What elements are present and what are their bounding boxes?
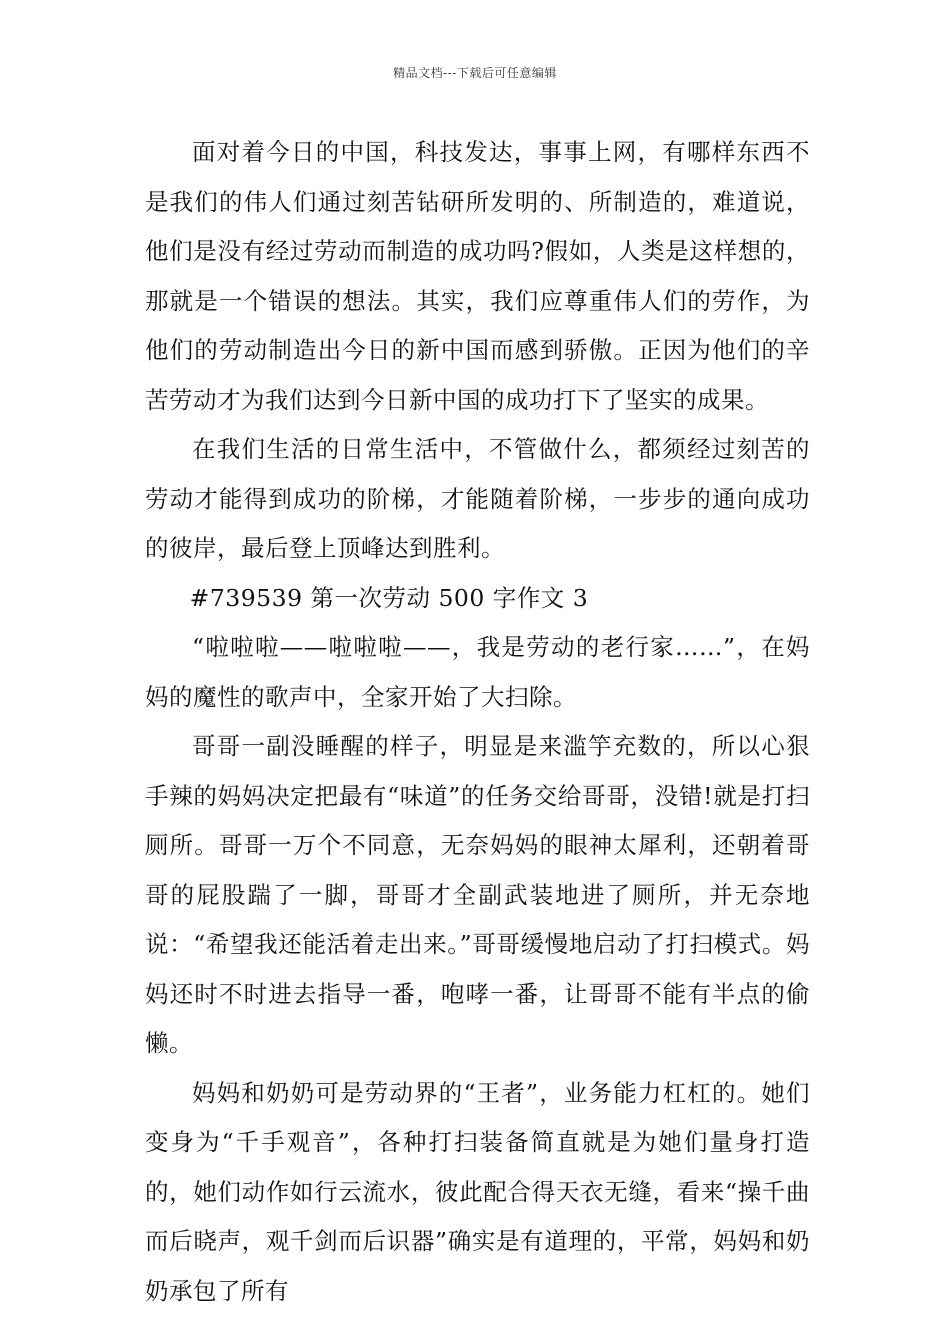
paragraph-5: 妈妈和奶奶可是劳动界的“王者”，业务能力杠杠的。她们变身为“千手观音”，各种打扫装备简直就是为她们量身打造的，她们动作如行云流水，彼此配合得天衣无缝，看来“操千曲而后晓声，观千剑而后识器”确实是有道理的，平常，妈妈和奶奶承包了所有 <box>145 1078 810 1305</box>
paragraph-3: “啦啦啦——啦啦啦——，我是劳动的老行家……”，在妈妈的魔性的歌声中，全家开始了大扫除。 <box>145 633 810 711</box>
document-body <box>145 128 810 1316</box>
section-heading: #739539 第一次劳动 500 字作文 3 <box>189 583 589 612</box>
paragraph-4: 哥哥一副没睡醒的样子，明显是来滥竽充数的，所以心狠手辣的妈妈决定把最有“味道”的任务交给哥哥，没错!就是打扫厕所。哥哥一万个不同意，无奈妈妈的眼神太犀利，还朝着哥哥的屁股踹了一脚，哥哥才全副武装地进了厕所，并无奈地说：“希望我还能活着走出来。”哥哥缓慢地启动了打扫模式。妈妈还时不时进去指导一番，咆哮一番，让哥哥不能有半点的偷懒。 <box>145 732 810 1057</box>
paragraph-1: 面对着今日的中国，科技发达，事事上网，有哪样东西不是我们的伟人们通过刻苦钻研所发明的、所制造的，难道说，他们是没有经过劳动而制造的成功吗?假如，人类是这样想的，那就是一个错误的想法。其实，我们应尊重伟人们的劳作，为他们的劳动制造出今日的新中国而感到骄傲。正因为他们的辛苦劳动才为我们达到今日新中国的成功打下了坚实的成果。 <box>145 138 810 414</box>
page-header: 精品文档---下载后可任意编辑 <box>393 66 557 80</box>
paragraph-2: 在我们生活的日常生活中，不管做什么，都须经过刻苦的劳动才能得到成功的阶梯，才能随着阶梯，一步步的通向成功的彼岸，最后登上顶峰达到胜利。 <box>145 435 810 562</box>
